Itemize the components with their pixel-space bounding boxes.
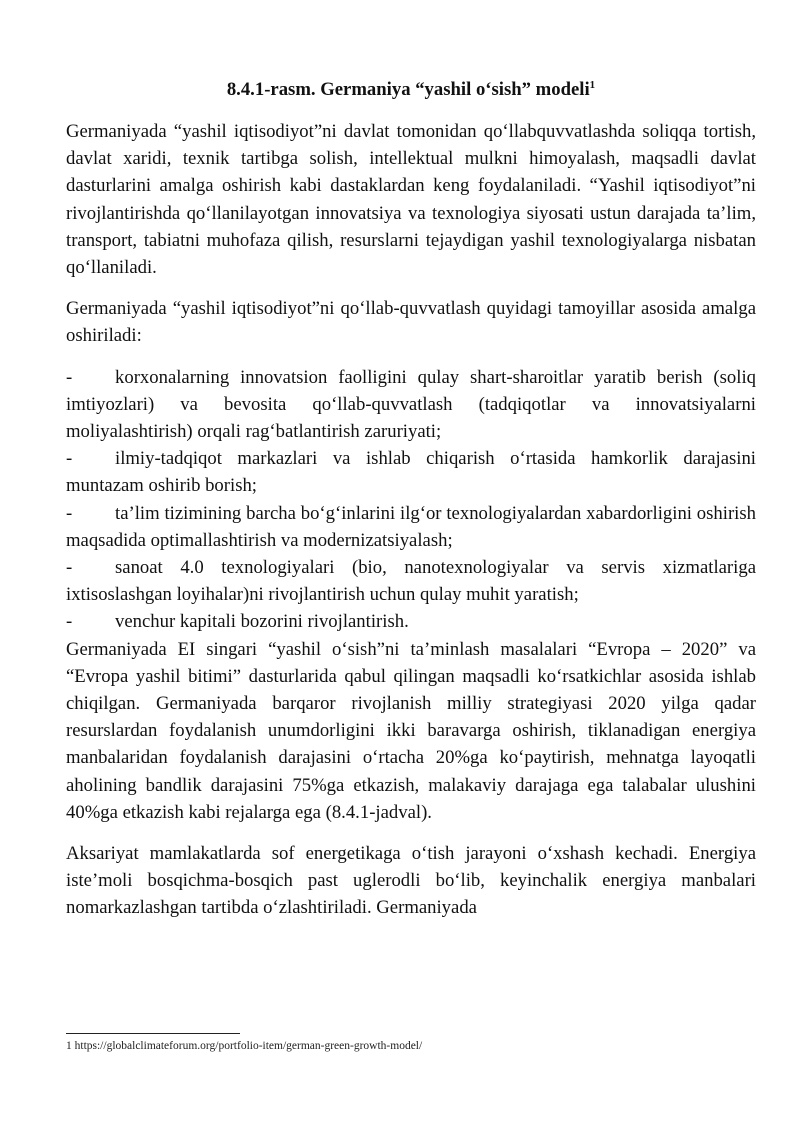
list-item-text: sanoat 4.0 texnologiyalari (bio, nanotexnologiyalar va servis xizmatlariga ixtisoslashgan loyihalar)ni rivojlantirish uchun qulay muhit yaratish; xyxy=(66,557,756,606)
list-item xyxy=(66,445,756,499)
list-item-text: venchur kapitali bozorini rivojlantirish. xyxy=(115,611,409,633)
paragraph-principles-lead: Germaniyada “yashil iqtisodiyot”ni qo‘llab-quvvatlash quyidagi tamoyillar asosida amalga oshiriladi: xyxy=(66,298,756,347)
list-marker: - xyxy=(66,611,73,633)
footnote-divider xyxy=(66,1033,240,1034)
footnote-link[interactable]: https://globalclimateforum.org/portfolio-item/german-green-growth-model/ xyxy=(74,1040,423,1052)
footnote-number: 1 xyxy=(66,1040,72,1052)
footnote xyxy=(66,1039,422,1053)
list-item-text: ilmiy-tadqiqot markazlari va ishlab chiqarish o‘rtasida hamkorlik darajasini muntazam oshirib borish; xyxy=(66,448,756,497)
paragraph-intro: Germaniyada “yashil iqtisodiyot”ni davlat tomonidan qo‘llabquvvatlashda soliqqa tortish, davlat xaridi, texnik tartibga solish, intellektual mulkni himoyalash, maqsadli davlat dasturlarini amalga oshirish kabi dastaklardan keng foydalaniladi. “Yashil iqtisodiyot”ni rivojlantirishda qo‘llanilayotgan innovatsiya va texnologiya siyosati ustun darajada ta’lim, transport, tabiatni muhofaza qilish, resurslarni tejaydigan yashil texnologiyalarga nisbatan qo‘llaniladi. xyxy=(66,121,756,279)
footnote-reference[interactable]: 1 xyxy=(589,78,596,91)
principles-list xyxy=(66,364,756,636)
list-marker: - xyxy=(66,366,73,388)
page-body xyxy=(66,0,756,922)
figure-title-text: 8.4.1-rasm. Germaniya “yashil o‘sish” modeli xyxy=(226,79,590,100)
list-item-text: korxonalarning innovatsion faolligini qulay shart-sharoitlar yaratib berish (soliq imtiyozlari) va bevosita qo‘llab-quvvatlash (tadqiqotlar va innovatsiyalarni moliyalashtirish) orqali rag‘batlantirish zaruriyati; xyxy=(66,366,756,443)
list-item-text: ta’lim tizimining barcha bo‘g‘inlarini ilg‘or texnologiyalardan xabardorligini oshirish maqsadida optimallashtirish va modernizatsiyalash; xyxy=(66,502,756,551)
list-marker: - xyxy=(66,448,73,470)
list-item xyxy=(66,500,756,554)
list-marker: - xyxy=(66,557,73,579)
list-item xyxy=(66,554,756,608)
list-item xyxy=(66,608,756,635)
figure-title xyxy=(66,76,756,103)
paragraph-targets: Germaniyada EI singari “yashil o‘sish”ni ta’minlash masalalari “Evropa – 2020” va “Evropa yashil bitimi” dasturlarida qabul qilingan maqsadli ko‘rsatkichlar asosida ishlab chiqilgan. Germaniyada barqaror rivojlanish milliy strategiyasi 2020 yilga qadar resurslardan foydalanish unumdorligini ikki baravarga oshirish, tiklanadigan energiya manbalaridan foydalanish darajasini o‘rtacha 20%ga ko‘paytirish, mehnatga layoqatli aholining bandlik darajasini 75%ga etkazish, malakaviy darajaga ega talabalar ulushini 40%ga etkazish kabi rejalarga ega (8.4.1-jadval). xyxy=(66,638,756,823)
list-item xyxy=(66,364,756,446)
list-marker: - xyxy=(66,502,73,524)
paragraph-energy-transition: Aksariyat mamlakatlarda sof energetikaga o‘tish jarayoni o‘xshash kechadi. Energiya iste’moli bosqichma-bosqich past uglerodli bo‘lib, keyinchalik energiya manbalari nomarkazlashgan tartibda o‘zlashtiriladi. Germaniyada xyxy=(66,843,756,919)
